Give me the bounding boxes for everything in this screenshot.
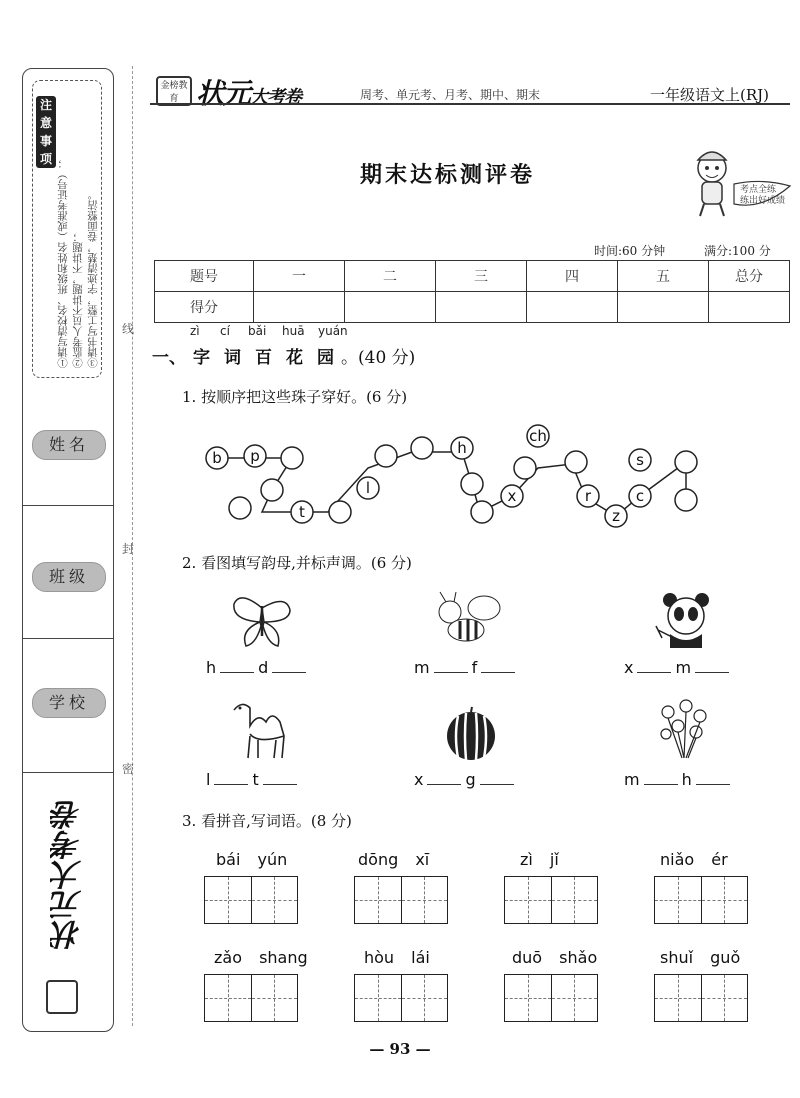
watermelon-icon (444, 706, 498, 762)
initial: g (465, 770, 476, 789)
brand-title (196, 72, 301, 112)
section-char: 百 (255, 348, 272, 368)
section-char: 园 (317, 348, 334, 368)
initial: m (414, 658, 430, 677)
initial: h (206, 658, 217, 677)
word-pinyin: hòu lái (364, 948, 430, 967)
flowers-icon (654, 698, 716, 762)
initial: x (624, 658, 634, 677)
bead-label: b (212, 449, 222, 467)
sidebar-divider (22, 772, 114, 773)
initial: m (675, 658, 692, 677)
initial: m (624, 770, 640, 789)
pinyin-fill-item[interactable] (206, 770, 301, 789)
score-header-cell: 一 (254, 261, 345, 292)
page-number: — 93 — (369, 1040, 431, 1058)
score-cell[interactable] (527, 292, 618, 323)
blank[interactable] (263, 770, 297, 785)
pinyin-fill-item[interactable] (624, 770, 734, 789)
score-header-cell: 总分 (709, 261, 790, 292)
bead-label: s (636, 451, 644, 469)
cut-mark: 封 (122, 542, 135, 556)
score-value-row (155, 292, 790, 323)
panda-icon (654, 590, 718, 650)
blank[interactable] (220, 658, 254, 673)
bead-label: z (612, 507, 620, 525)
sidebar-logo (40, 800, 90, 1020)
question-2: 2. 看图填写韵母,并标声调。(6 分) (182, 554, 412, 572)
bead-label: l (365, 479, 371, 497)
section-pinyin: yuán (318, 324, 348, 338)
score-header-cell: 五 (618, 261, 709, 292)
butterfly-icon (230, 590, 294, 650)
mascot-slogan-2: 练出好成绩 (740, 196, 786, 206)
writing-grid[interactable] (354, 974, 448, 1022)
header-rule (150, 103, 790, 105)
writing-grid[interactable] (204, 974, 298, 1022)
blank[interactable] (644, 770, 678, 785)
time-limit: 时间:60 分钟 (594, 244, 666, 258)
writing-grid[interactable] (204, 876, 298, 924)
mascot-illustration (682, 140, 792, 220)
writing-grid[interactable] (654, 974, 748, 1022)
sidebar-divider (22, 505, 114, 506)
bead-label: h (457, 439, 467, 457)
section-pinyin: huā (282, 324, 305, 338)
bead-label: t (299, 503, 305, 521)
word-pinyin: duō shǎo (512, 948, 598, 967)
initial: f (471, 658, 478, 677)
section-prefix: 一、 (152, 348, 186, 368)
cut-mark: 密 (122, 762, 135, 776)
brand-main: 状元 (196, 77, 251, 110)
bead-label: p (250, 447, 260, 465)
page-title: 期末达标测评卷 (360, 162, 536, 188)
writing-grid[interactable] (504, 876, 598, 924)
section-score: 。(40 分) (341, 348, 416, 368)
blank[interactable] (272, 658, 306, 673)
blank[interactable] (480, 770, 514, 785)
blank[interactable] (695, 658, 729, 673)
section-pinyin: zì (190, 324, 200, 338)
section-char: 字 (193, 348, 210, 368)
section-pinyin: bǎi (248, 324, 267, 338)
grade-label: 一年级语文上(RJ) (650, 86, 770, 104)
word-pinyin: zǎo shang (214, 948, 308, 967)
camel-icon (228, 696, 294, 762)
bead-label: r (584, 487, 592, 505)
publisher-logo-text: 金榜教育 (160, 81, 188, 104)
section-char: 词 (224, 348, 241, 368)
score-cell[interactable] (618, 292, 709, 323)
word-pinyin: dōng xī (358, 850, 430, 869)
notice-item: ③请书写工整，字迹清楚，卷面整洁。 (87, 189, 99, 368)
pinyin-fill-item[interactable] (414, 658, 519, 677)
publisher-logo (156, 76, 192, 106)
notice-list (56, 88, 101, 368)
brand-sub: 大考卷 (250, 87, 302, 108)
notice-item: ②监考人员不讲题，不讲题； (72, 231, 84, 368)
question-1: 1. 按顺序把这些珠子穿好。(6 分) (182, 388, 408, 406)
initial: d (258, 658, 269, 677)
writing-grid[interactable] (504, 974, 598, 1022)
section-char: 花 (286, 348, 303, 368)
initial: t (252, 770, 259, 789)
class-label: 班级 (32, 562, 106, 592)
score-cell[interactable] (254, 292, 345, 323)
bead-label: ch (529, 427, 547, 445)
initial: h (681, 770, 692, 789)
blank[interactable] (637, 658, 671, 673)
bead-label: x (507, 487, 517, 505)
school-label: 学校 (32, 688, 106, 718)
word-pinyin: shuǐ guǒ (660, 948, 741, 967)
initial: l (206, 770, 211, 789)
exam-types: 周考、单元考、月考、期中、期末 (360, 88, 541, 102)
bee-icon (432, 590, 504, 650)
mascot-slogan-1: 考点全练 (740, 185, 777, 195)
pinyin-fill-item[interactable] (624, 658, 733, 677)
score-cell[interactable] (345, 292, 436, 323)
name-label: 姓名 (32, 430, 106, 460)
blank[interactable] (214, 770, 248, 785)
sidebar-logo-text: 状元大考卷 (52, 800, 87, 950)
score-header-cell: 二 (345, 261, 436, 292)
notice-title: 注意事项 (36, 96, 56, 168)
question-3: 3. 看拼音,写词语。(8 分) (182, 812, 352, 830)
sidebar-divider (22, 638, 114, 639)
blank[interactable] (696, 770, 730, 785)
cut-mark: 线 (122, 322, 135, 336)
score-table (154, 260, 790, 323)
full-score: 满分:100 分 (704, 244, 771, 258)
pinyin-fill-item[interactable] (206, 658, 310, 677)
score-cell[interactable] (436, 292, 527, 323)
word-pinyin: bái yún (216, 850, 288, 869)
notice-item: ①请写清校名、班级和姓名（或准考证号）； (57, 158, 69, 368)
score-header-cell: 三 (436, 261, 527, 292)
logo-icon (46, 980, 78, 1014)
section-pinyin: cí (220, 324, 230, 338)
bead-string[interactable] (200, 420, 700, 532)
pinyin-fill-item[interactable] (414, 770, 518, 789)
score-cell[interactable] (709, 292, 790, 323)
section-title (152, 343, 415, 368)
blank[interactable] (427, 770, 461, 785)
word-pinyin: zì jǐ (520, 850, 559, 869)
score-header-row (155, 261, 790, 292)
initial: x (414, 770, 424, 789)
blank[interactable] (434, 658, 468, 673)
score-row-label: 得分 (155, 292, 254, 323)
writing-grid[interactable] (354, 876, 448, 924)
score-header-cell: 题号 (155, 261, 254, 292)
writing-grid[interactable] (654, 876, 748, 924)
word-pinyin: niǎo ér (660, 850, 728, 869)
bead-label: c (635, 487, 645, 505)
blank[interactable] (481, 658, 515, 673)
score-header-cell: 四 (527, 261, 618, 292)
